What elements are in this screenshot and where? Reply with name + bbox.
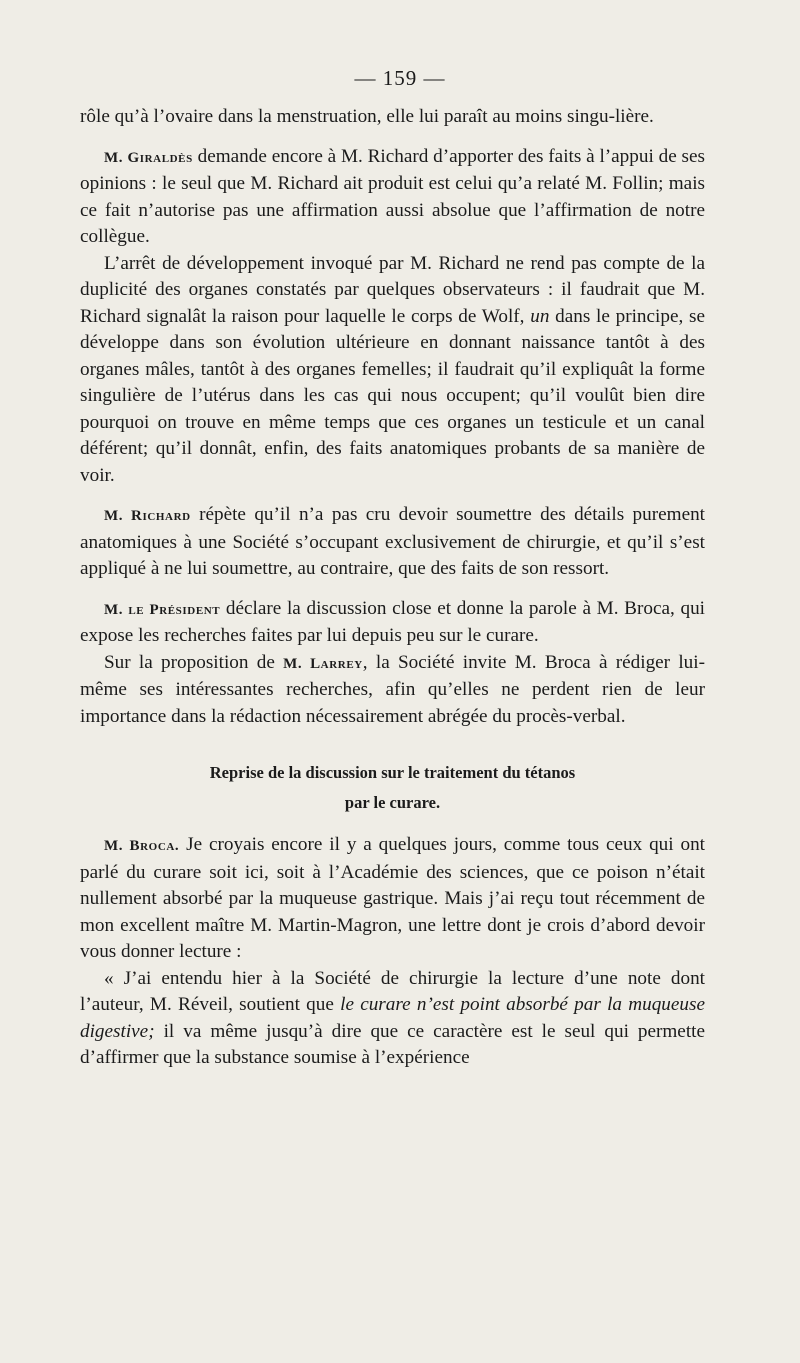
paragraph-letter [80, 966, 705, 1072]
paragraph-giraldes [80, 144, 705, 251]
arret-italic: un [530, 305, 550, 327]
speaker-larrey: M. Larrey [283, 655, 363, 672]
paragraph-president [80, 596, 705, 650]
speaker-richard: M. Richard [104, 508, 191, 524]
letter-text-b: il va même jusqu’à dire que ce caractère est le seul qui permette d’affirmer que la substance soumise à l’expérience [80, 1020, 705, 1068]
speaker-broca: M. Broca. [104, 838, 180, 854]
body-text [80, 104, 705, 1072]
paragraph-1: rôle qu’à l’ovaire dans la menstruation, elle lui paraît au moins singu-lière. [80, 106, 654, 127]
larrey-before: Sur la proposition de [104, 651, 284, 673]
paragraph-arret [80, 251, 705, 490]
richard-text: répète qu’il n’a pas cru devoir soumettre des détails purement anatomiques à une Société s’occupant exclusivement de chirurgie, et qu’il s’est appliqué à ne lui soumettre, au contraire, que des faits de son ressort. [80, 504, 706, 579]
larrey-text: , la Société invite M. Broca à rédiger lui-même ses intéressantes recherches, afin qu’elles ne perdent rien de leur importance dans la rédaction nécessairement abrégée du procès-verbal. [80, 651, 705, 727]
letter-text-a: « J’ai entendu hier à la Société de chirurgie la lecture d’une note dont l’auteur, M. Réveil, soutient que [80, 967, 705, 1015]
arret-text: L’arrêt de développement invoqué par M. Richard ne rend pas compte de la duplicité des organes constatés par quelques observateurs : il faudrait que M. Richard signalât la raison pour laquelle le corps de Wolf, [80, 252, 705, 327]
section-title-line-2: par le curare. [344, 793, 441, 812]
president-text: déclare la discussion close et donne la parole à M. Broca, qui expose les recherches faites par lui depuis peu sur le curare. [80, 597, 705, 646]
section-title-line-1: Reprise de la discussion sur le traitement du tétanos [209, 763, 576, 782]
speaker-president: M. le Président [104, 601, 221, 618]
paragraph-larrey [80, 650, 705, 731]
paragraph-richard [80, 502, 705, 583]
broca-text: Je croyais encore il y a quelques jours, comme tous ceux qui ont parlé du curare soit ici, soit à l’Académie des sciences, que ce poison n’était nullement absorbé par la muqueuse gastrique. Mais j’ai reçu tout récemment de mon excellent maître M. Martin-Magron, une lettre dont je crois d’abord devoir vous donner lecture : [80, 834, 705, 962]
paragraph-broca [80, 832, 705, 966]
giraldes-text: demande encore à M. Richard d’apporter des faits à l’appui de ses opinions : le seul que M. Richard ait produit est celui qu’a relaté M. Follin; mais ce fait n’autorise pas une affirmation aussi absolue que l’affirmation de notre collègue. [80, 145, 705, 247]
letter-italic: le curare n’est point absorbé par la muqueuse digestive; [80, 994, 705, 1042]
speaker-giraldes: M. Giraldès [104, 149, 193, 166]
page-number: — 159 — [354, 66, 446, 90]
section-title [80, 758, 705, 818]
arret-text-rest: dans le principe, se développe dans son évolution ultérieure en donnant naissance tantôt à des organes mâles, tantôt à des organes femelles; il faudrait qu’il expliquât la forme singulière de l’utérus dans les cas qui nous occupent; qu’il voulût bien dire pourquoi on trouve en même temps que ces organes un testicule et un canal déférent; qu’il donnât, enfin, des faits anatomiques probants de sa manière de voir. [80, 305, 705, 486]
